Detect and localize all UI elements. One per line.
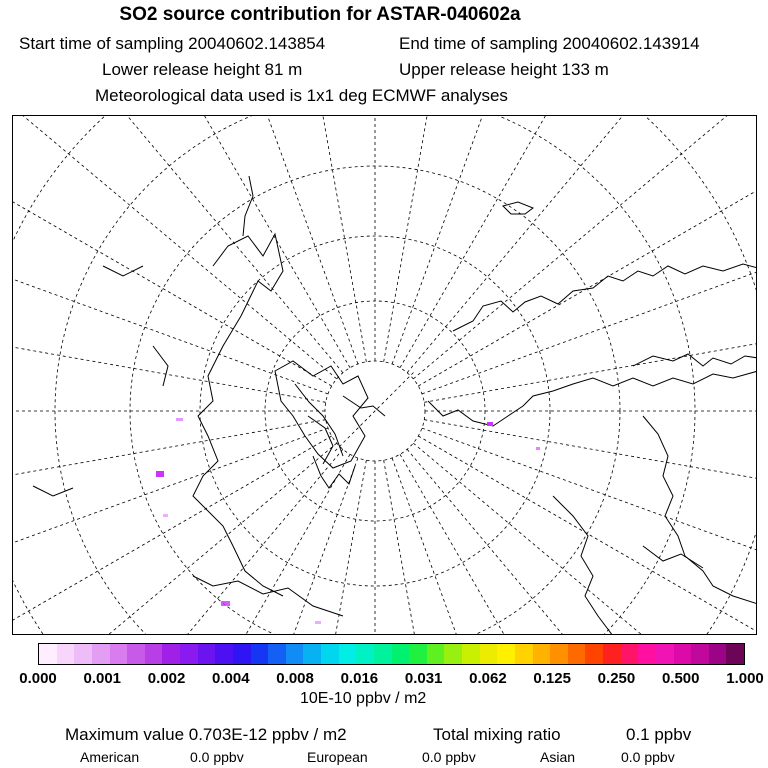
color-scale-tick-label: 0.062 <box>469 670 507 687</box>
color-scale-tick-label: 0.500 <box>661 670 700 687</box>
color-scale-swatch <box>215 644 233 664</box>
meridian-line <box>13 436 332 635</box>
color-scale-swatch <box>57 644 75 664</box>
meridian-line <box>418 116 757 386</box>
meridian-line <box>13 116 343 373</box>
asian-label: Asian <box>540 749 576 765</box>
plume-patch <box>315 621 321 624</box>
color-scale-swatch <box>409 644 427 664</box>
graticule <box>13 116 757 635</box>
color-scale-swatch <box>427 644 445 664</box>
latitude-circle <box>13 116 757 635</box>
color-scale-tick-label: 0.002 <box>147 670 186 687</box>
color-scale-swatch <box>356 644 374 664</box>
color-scale-swatch <box>198 644 216 664</box>
start-time-label: Start time of sampling 20040602.143854 <box>19 34 326 53</box>
meridian-line <box>101 116 358 364</box>
color-scale-swatch <box>480 644 498 664</box>
color-scale-swatch <box>392 644 410 664</box>
meridian-line <box>400 116 757 368</box>
color-scale-tick-label: 1.000 <box>726 670 764 687</box>
asian-value: 0.0 ppbv <box>621 749 675 765</box>
meridian-line <box>236 116 366 362</box>
color-scale-tick-label: 0.000 <box>19 670 57 687</box>
color-scale-swatch <box>127 644 145 664</box>
upper-release-height-label: Upper release height 133 m <box>399 60 609 79</box>
color-scale-swatch <box>374 644 392 664</box>
meridian-line <box>13 272 326 402</box>
meridian-line <box>236 460 366 635</box>
plume-patch <box>176 418 183 421</box>
color-scale-swatch <box>303 644 321 664</box>
meridian-line <box>13 449 343 635</box>
color-scale-tick-label: 0.250 <box>597 670 636 687</box>
map-canvas <box>13 116 757 635</box>
color-scale-swatch <box>550 644 568 664</box>
color-scale-swatch <box>233 644 251 664</box>
color-scale-swatch <box>180 644 198 664</box>
color-scale-swatch <box>726 644 744 664</box>
european-value: 0.0 ppbv <box>422 749 476 765</box>
color-scale-swatch <box>533 644 551 664</box>
total-mixing-ratio-label: Total mixing ratio <box>433 725 561 744</box>
color-scale-swatch <box>339 644 357 664</box>
american-value: 0.0 ppbv <box>190 749 244 765</box>
color-scale-swatch <box>145 644 163 664</box>
meridian-line <box>424 420 757 550</box>
pole-line <box>335 371 415 451</box>
color-scale-swatch <box>39 644 57 664</box>
color-scale-swatch <box>674 644 692 664</box>
meridian-line <box>13 428 328 635</box>
meridian-line <box>400 454 757 635</box>
color-scale-swatch <box>74 644 92 664</box>
american-label: American <box>80 749 140 765</box>
meridian-line <box>407 116 757 373</box>
color-scale-swatch <box>444 644 462 664</box>
latitude-circle <box>13 116 757 635</box>
color-scale-bar <box>38 643 745 665</box>
meridian-line <box>13 443 337 635</box>
meridian-line <box>422 137 757 394</box>
meridian-line <box>13 116 332 386</box>
plume-patch <box>487 422 493 426</box>
color-scale-swatch <box>268 644 286 664</box>
color-scale-tick-label: 0.016 <box>340 670 379 687</box>
plume-patch <box>163 514 168 517</box>
european-label: European <box>307 749 368 765</box>
end-time-label: End time of sampling 20040602.143914 <box>399 34 700 53</box>
map-title: SO2 source contribution for ASTAR-040602a <box>119 4 521 25</box>
meridian-line <box>424 272 757 402</box>
met-data-label: Meteorological data used is 1x1 deg ECMWF analyses <box>95 86 508 105</box>
maximum-value-label: Maximum value 0.703E-12 ppbv / m2 <box>65 725 347 744</box>
meridian-line <box>384 116 514 362</box>
meridian-line <box>13 116 350 368</box>
plume-patch <box>536 447 540 450</box>
color-scale-swatch <box>656 644 674 664</box>
color-scale-swatch <box>162 644 180 664</box>
plume-patch <box>156 471 164 477</box>
color-scale-tick-label: 0.031 <box>404 670 443 687</box>
meridian-line <box>422 428 757 635</box>
meridian-line <box>392 116 649 364</box>
color-scale-tick-label: 0.004 <box>212 670 250 687</box>
color-scale-swatch <box>638 644 656 664</box>
coastlines <box>33 176 757 635</box>
color-scale-swatch <box>462 644 480 664</box>
color-scale-swatch <box>691 644 709 664</box>
color-scale-swatch <box>92 644 110 664</box>
color-scale-swatch <box>110 644 128 664</box>
polar-map <box>12 115 757 635</box>
meridian-line <box>13 116 337 379</box>
meridian-line <box>13 137 328 394</box>
color-scale-swatch <box>515 644 533 664</box>
meridian-line <box>13 420 326 550</box>
color-scale-swatch <box>286 644 304 664</box>
color-scale-swatch <box>603 644 621 664</box>
meridian-line <box>384 460 514 635</box>
color-scale-swatch <box>621 644 639 664</box>
color-scale-swatch <box>321 644 339 664</box>
color-scale-swatch <box>251 644 269 664</box>
color-scale-unit: 10E-10 ppbv / m2 <box>300 690 427 707</box>
lower-release-height-label: Lower release height 81 m <box>102 60 303 79</box>
color-scale-tick-label: 0.008 <box>276 670 314 687</box>
color-scale-swatch <box>497 644 515 664</box>
color-scale-tick-label: 0.001 <box>83 670 122 687</box>
total-mixing-ratio-value: 0.1 ppbv <box>626 725 692 744</box>
meridian-line <box>413 116 757 379</box>
meridian-line <box>413 443 757 635</box>
color-scale-swatch <box>568 644 586 664</box>
color-scale-swatch <box>585 644 603 664</box>
plume-patch <box>221 601 230 606</box>
meridian-line <box>13 454 350 635</box>
color-scale-tick-label: 0.125 <box>533 670 571 687</box>
color-scale-swatch <box>709 644 727 664</box>
